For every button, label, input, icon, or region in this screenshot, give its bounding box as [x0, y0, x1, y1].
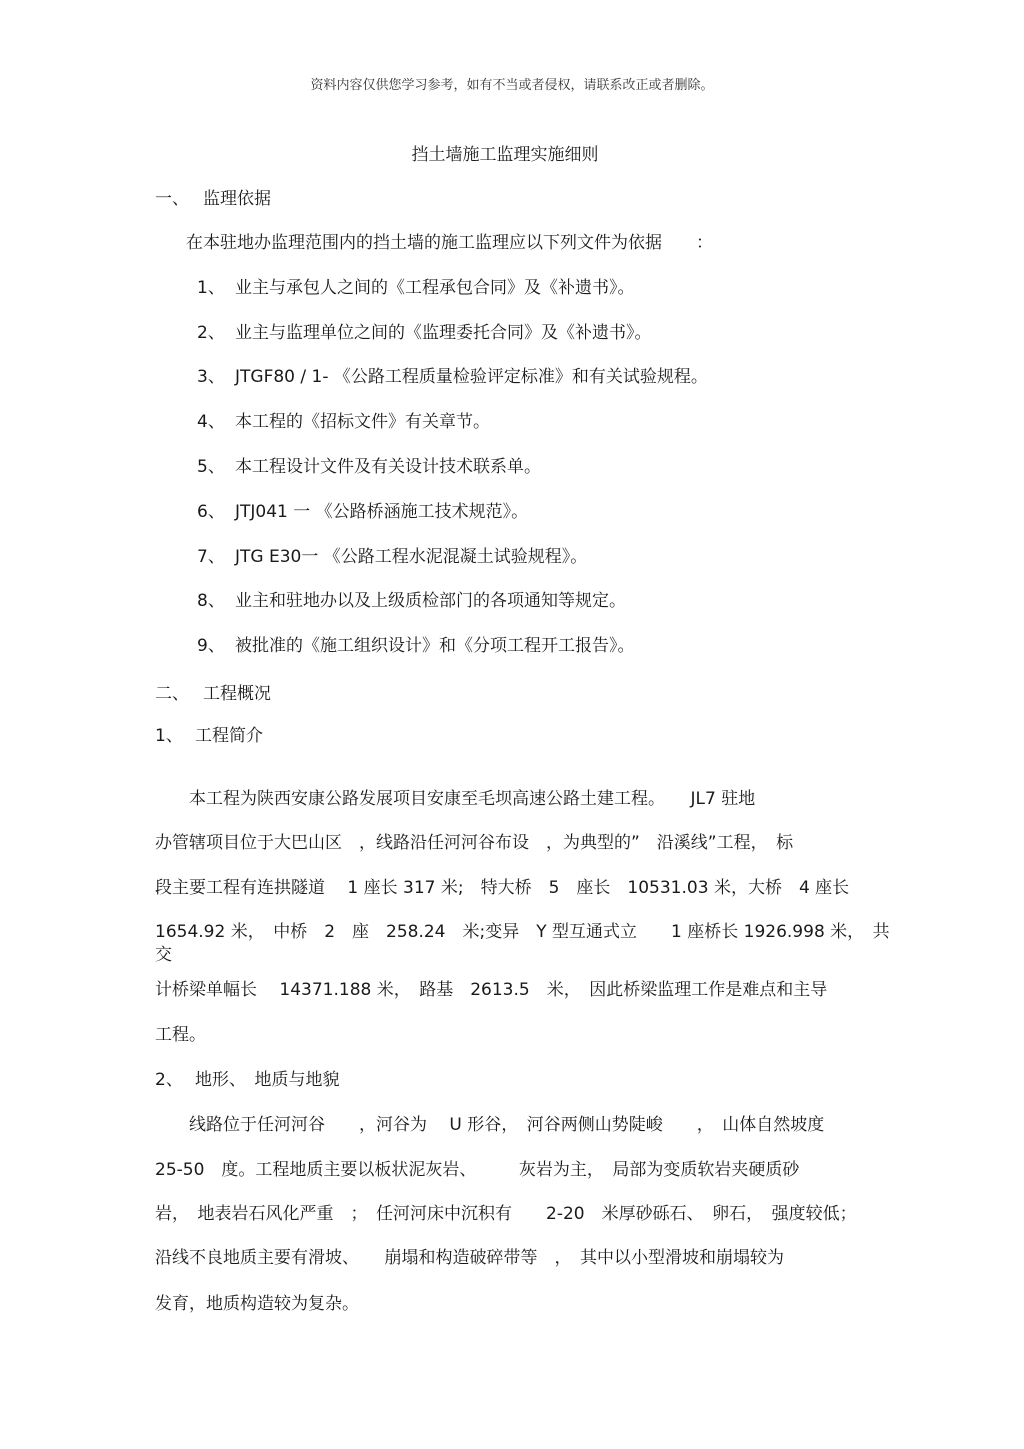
paragraph-line: 交 [155, 945, 172, 965]
list-item-number: 9、 [197, 636, 225, 656]
list-item [197, 273, 635, 298]
list-item-text: JTJ041 一 《公路桥涵施工技术规范》。 [235, 502, 529, 522]
subsection-title: 工程简介 [195, 726, 263, 746]
list-item-text: 业主与承包人之间的《工程承包合同》及《补遗书》。 [235, 278, 635, 298]
disclaimer-header: 资料内容仅供您学习参考，如有不当或者侵权，请联系改正或者删除。 [310, 78, 714, 93]
paragraph-line: 线路位于任河河谷 ，河谷为 U 形谷， 河谷两侧山势陡峻 ， 山体自然坡度 [155, 1115, 825, 1135]
paragraph-line: 本工程为陕西安康公路发展项目安康至毛坝高速公路土建工程。 JL7 驻地 [155, 789, 756, 809]
list-item [197, 497, 528, 522]
section-heading-1 [155, 184, 271, 209]
section-title: 工程概况 [203, 684, 271, 704]
section-intro: 在本驻地办监理范围内的挡土墙的施工监理应以下列文件为依据 ： [186, 233, 713, 253]
list-item-text: 业主与监理单位之间的《监理委托合同》及《补遗书》。 [235, 323, 652, 343]
section-number: 二、 [155, 684, 189, 704]
section-title: 监理依据 [203, 189, 271, 209]
list-item-number: 3、 [197, 367, 225, 387]
paragraph-line: 沿线不良地质主要有滑坡、 崩塌和构造破碎带等 ， 其中以小型滑坡和崩塌较为 [155, 1248, 784, 1268]
document-title: 挡土墙施工监理实施细则 [411, 145, 599, 165]
subsection-heading-1 [155, 721, 263, 746]
list-item-text: 本工程设计文件及有关设计技术联系单。 [235, 457, 541, 477]
list-item-text: JTGF80 / 1- 《公路工程质量检验评定标准》和有关试验规程。 [235, 367, 708, 387]
list-item [197, 318, 652, 343]
list-item-text: 本工程的《招标文件》有关章节。 [235, 412, 490, 432]
paragraph-line: 段主要工程有连拱隧道 1 座长 317 米; 特大桥 5 座长 10531.03 米，大桥 4 座长 [155, 878, 850, 898]
list-item-number: 6、 [197, 502, 225, 522]
paragraph-line: 发育，地质构造较为复杂。 [155, 1294, 359, 1314]
section-number: 一、 [155, 189, 189, 209]
list-item [197, 631, 635, 656]
list-item [197, 542, 587, 567]
paragraph-line: 1654.92 米， 中桥 2 座 258.24 米;变异 Y 型互通式立 1 座桥长 1926.998 米， 共 [155, 922, 890, 942]
subsection-heading-2 [155, 1065, 340, 1090]
paragraph-line: 25-50 度。工程地质主要以板状泥灰岩、 灰岩为主， 局部为变质软岩夹硬质砂 [155, 1160, 800, 1180]
paragraph-line: 工程。 [155, 1025, 206, 1045]
list-item-number: 7、 [197, 547, 225, 567]
list-item [197, 586, 626, 611]
list-item-number: 2、 [197, 323, 225, 343]
list-item-number: 1、 [197, 278, 225, 298]
list-item-text: JTG E30一 《公路工程水泥混凝土试验规程》。 [235, 547, 588, 567]
list-item-number: 8、 [197, 591, 225, 611]
subsection-number: 1、 [155, 726, 183, 746]
paragraph-line: 岩， 地表岩石风化严重 ； 任河河床中沉积有 2-20 米厚砂砾石、 卵石， 强度较低； [155, 1204, 857, 1224]
list-item [197, 407, 490, 432]
list-item-text: 被批准的《施工组织设计》和《分项工程开工报告》。 [235, 636, 635, 656]
list-item-text: 业主和驻地办以及上级质检部门的各项通知等规定。 [235, 591, 626, 611]
list-item [197, 452, 541, 477]
paragraph-line: 办管辖项目位于大巴山区 ，线路沿任河河谷布设 ，为典型的” 沿溪线”工程， 标 [155, 833, 794, 853]
list-item [197, 362, 708, 387]
paragraph-line: 计桥梁单幅长 14371.188 米， 路基 2613.5 米， 因此桥梁监理工作是难点和主导 [155, 980, 828, 1000]
list-item-number: 5、 [197, 457, 225, 477]
section-heading-2 [155, 679, 271, 704]
list-item-number: 4、 [197, 412, 225, 432]
subsection-title: 地形、 地质与地貌 [195, 1070, 340, 1090]
subsection-number: 2、 [155, 1070, 183, 1090]
